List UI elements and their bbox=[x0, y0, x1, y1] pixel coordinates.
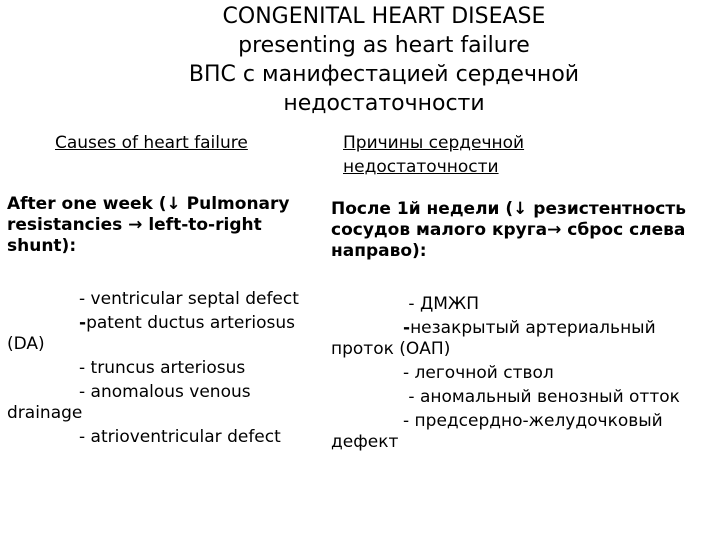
item-text: ДМЖП bbox=[419, 294, 479, 314]
list-item bbox=[331, 318, 716, 360]
title-line-3: ВПС с манифестацией сердечной bbox=[188, 62, 580, 87]
list-item bbox=[7, 313, 307, 355]
slide-title bbox=[40, 2, 720, 118]
list-item bbox=[331, 411, 716, 453]
item-text: atrioventricular defect bbox=[90, 427, 281, 447]
item-text: предсердно-желудочковый дефект bbox=[331, 411, 663, 452]
item-text: легочной ствол bbox=[414, 363, 554, 383]
item-text: anomalous venous drainage bbox=[7, 382, 251, 423]
item-text: аномальный венозный отток bbox=[419, 387, 680, 407]
item-text: ventricular septal defect bbox=[90, 289, 299, 309]
item-prefix: - bbox=[403, 411, 415, 431]
title-line-1: CONGENITAL HEART DISEASE bbox=[222, 4, 546, 29]
item-prefix: - bbox=[403, 294, 420, 314]
right-column-heading: Причины сердечной недостаточности bbox=[343, 133, 525, 177]
title-line-4: недостаточности bbox=[283, 91, 485, 116]
list-item bbox=[331, 363, 716, 384]
left-lead-text: After one week (↓ Pulmonary resistancies → left-to-right shunt): bbox=[7, 194, 290, 256]
left-column-heading: Causes of heart failure bbox=[55, 133, 248, 153]
item-text: незакрытый артериальный проток (ОАП) bbox=[331, 318, 656, 359]
item-prefix: - bbox=[403, 387, 420, 407]
item-prefix: - bbox=[79, 427, 91, 447]
title-line-2: presenting as heart failure bbox=[238, 33, 530, 58]
left-causes-list bbox=[7, 289, 307, 451]
item-prefix: - bbox=[79, 358, 91, 378]
list-item bbox=[7, 427, 307, 448]
right-lead-text: После 1й недели (↓ резистентность сосудов малого круга→ сброс слева направо): bbox=[331, 199, 686, 261]
item-prefix: - bbox=[79, 382, 91, 402]
item-text: patent ductus arteriosus (DA) bbox=[7, 313, 295, 354]
right-causes-list bbox=[331, 294, 716, 456]
item-prefix: - bbox=[79, 289, 91, 309]
list-item bbox=[331, 294, 716, 315]
item-prefix: - bbox=[403, 318, 411, 338]
item-text: truncus arteriosus bbox=[90, 358, 246, 378]
item-prefix: - bbox=[79, 313, 87, 333]
list-item bbox=[7, 289, 307, 310]
item-prefix: - bbox=[403, 363, 415, 383]
list-item bbox=[7, 382, 307, 424]
list-item bbox=[331, 387, 716, 408]
list-item bbox=[7, 358, 307, 379]
